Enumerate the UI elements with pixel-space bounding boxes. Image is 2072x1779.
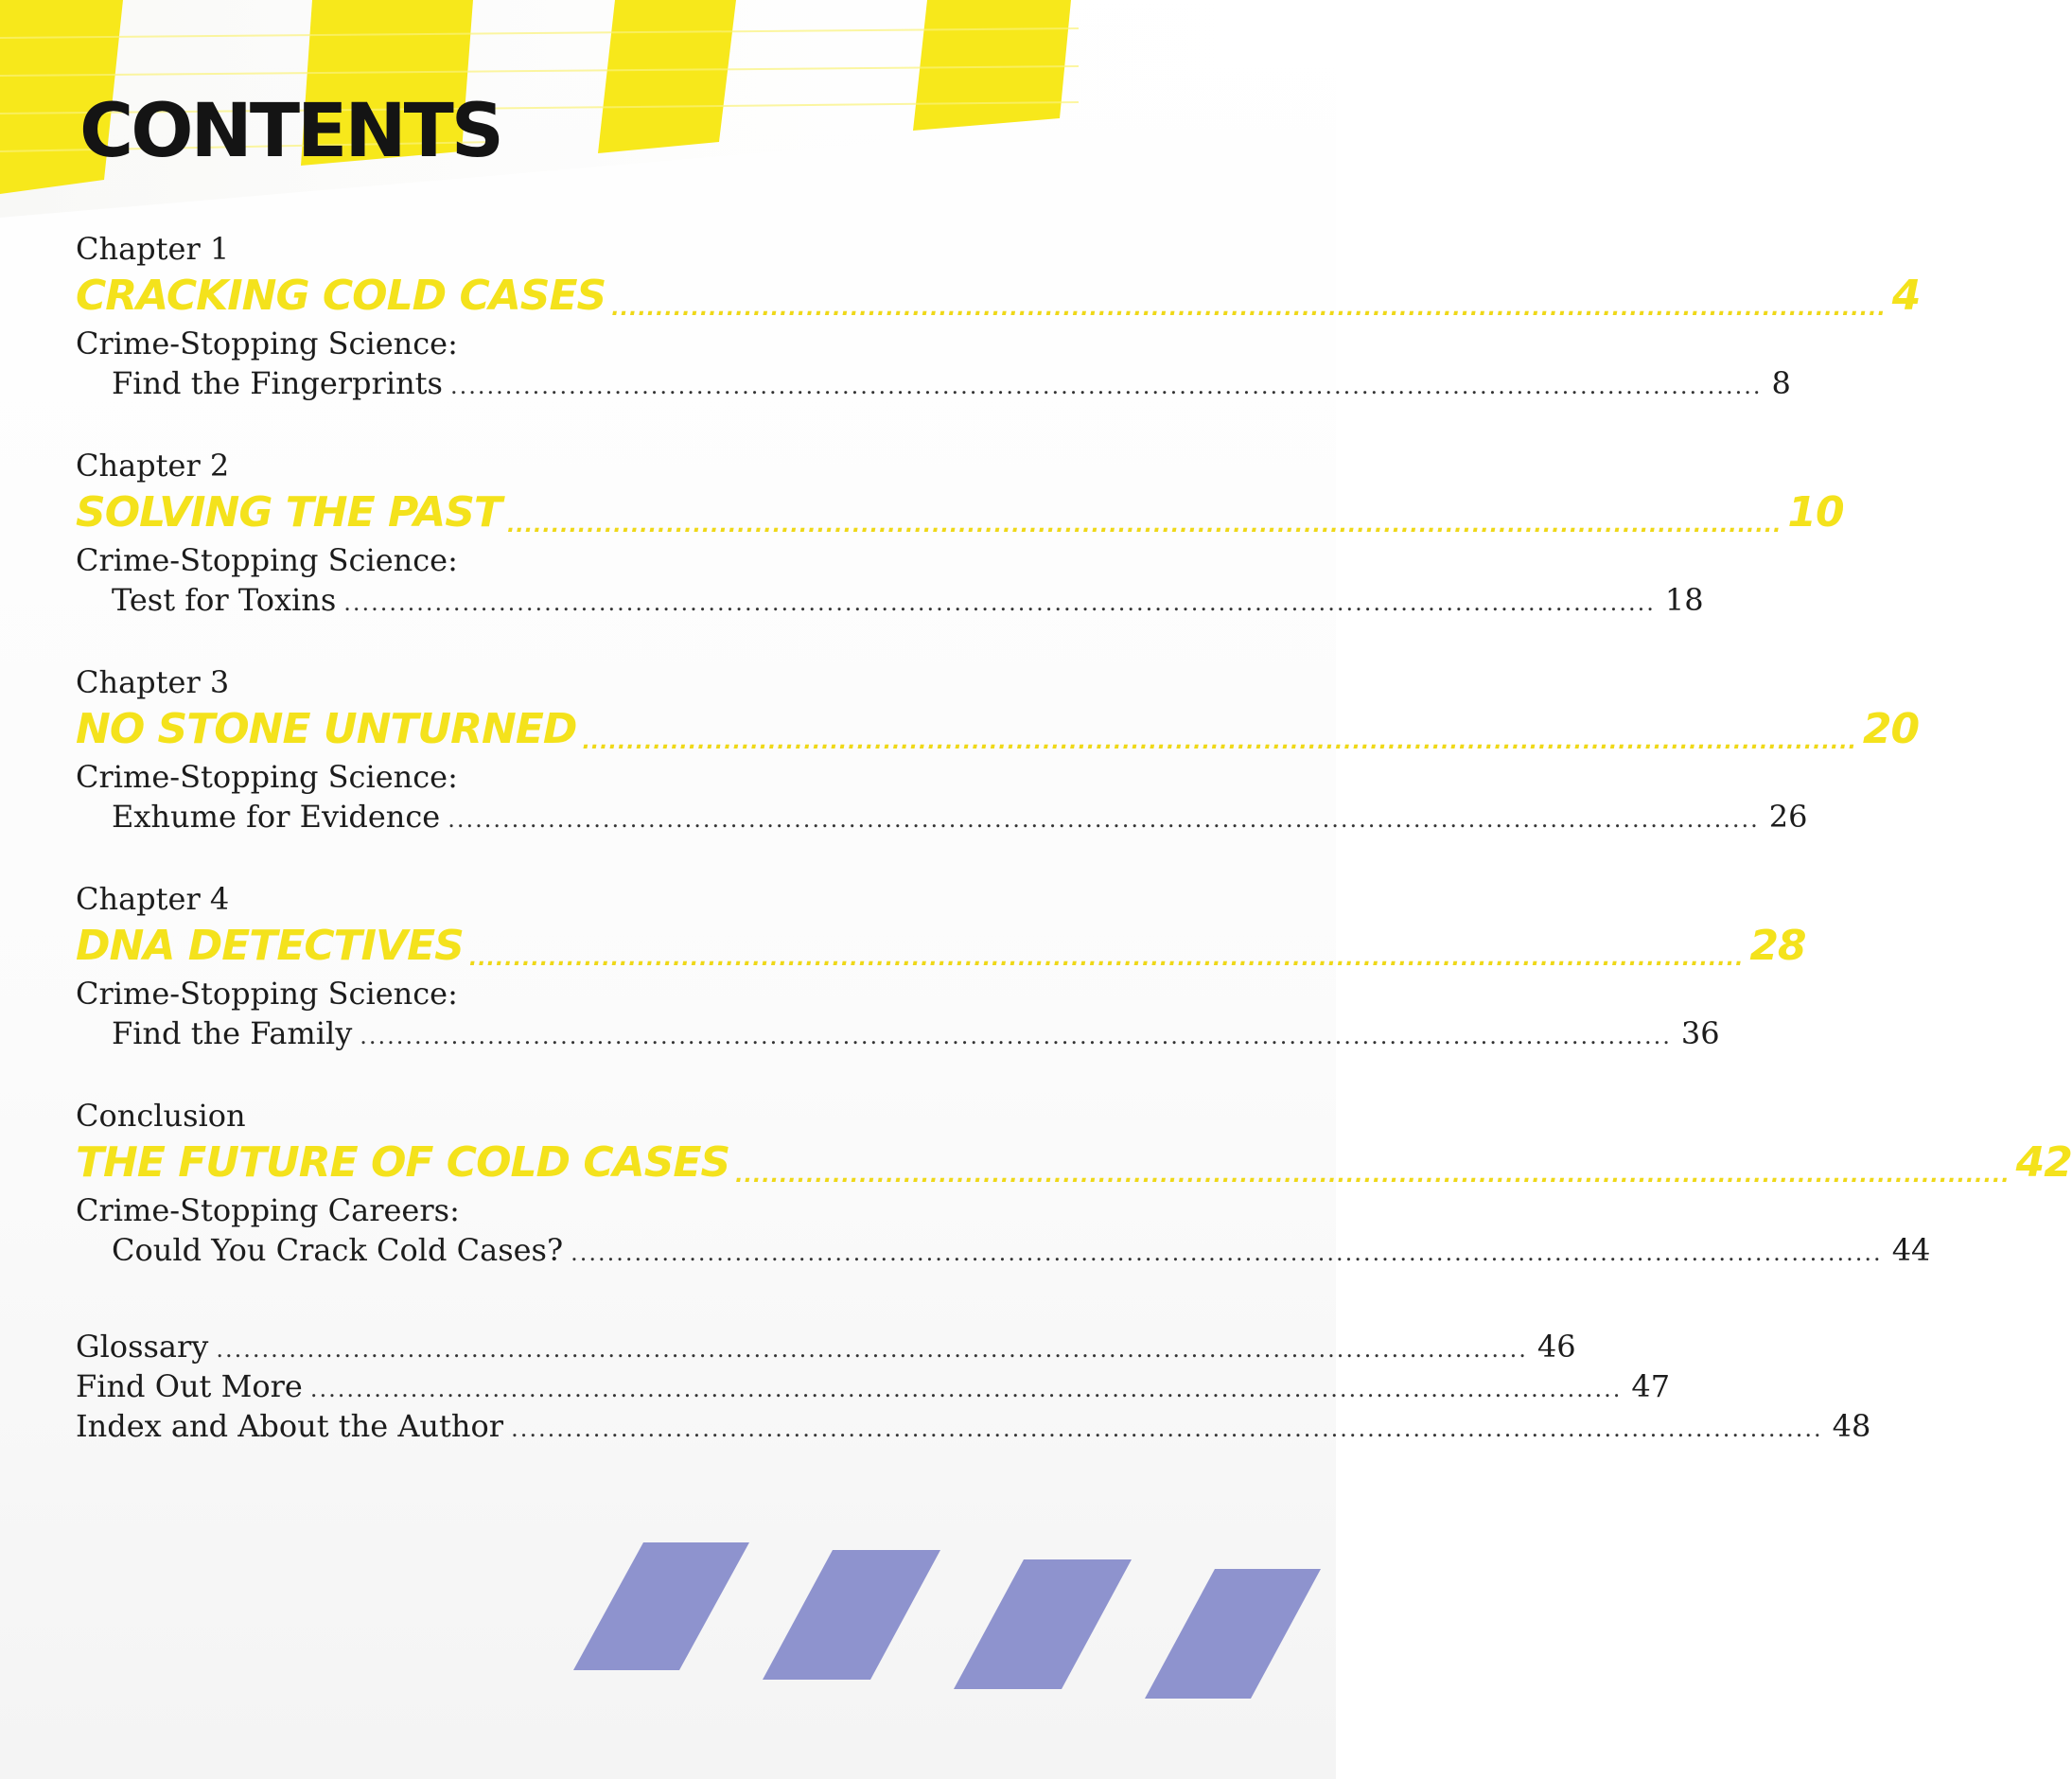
feature-title: Find the Fingerprints (112, 365, 443, 401)
dot-leader: ................................................................................................................................................ (448, 806, 1760, 833)
dot-leader: ................................................................................................................................................ (506, 514, 1782, 537)
back-matter-page-number: 46 (1536, 1329, 1576, 1365)
chapter-label: Chapter 1 (76, 231, 230, 267)
feature-title: Exhume for Evidence (112, 799, 441, 835)
feature-label: Crime-Stopping Careers: (76, 1192, 460, 1228)
chapter-label: Chapter 4 (76, 881, 230, 917)
conclusion-page-number: 42 (2015, 1138, 2072, 1187)
blue-stripe (954, 1559, 1132, 1689)
feature-page-number: 44 (1891, 1232, 1931, 1268)
back-matter-title: Find Out More (76, 1368, 303, 1404)
chapter-page-number: 20 (1862, 705, 1920, 753)
dot-leader: ................................................................................................................................................ (468, 947, 1745, 971)
dot-leader: ................................................................................................................................................ (611, 297, 1887, 321)
chapter-heading: CRACKING COLD CASES (76, 272, 606, 320)
back-matter-page-number: 48 (1832, 1408, 1871, 1444)
conclusion-heading: THE FUTURE OF COLD CASES (76, 1138, 730, 1187)
feature-title: Find the Family (112, 1015, 353, 1051)
page-title: CONTENTS (79, 89, 501, 174)
feature-page-number: 26 (1768, 799, 1808, 835)
feature-title: Test for Toxins (112, 582, 337, 618)
dot-leader: ................................................................................................................................................ (571, 1240, 1883, 1266)
blue-stripe (763, 1550, 940, 1680)
back-matter-title: Index and About the Author (76, 1408, 504, 1444)
dot-leader: ................................................................................................................................................ (449, 373, 1763, 399)
chapter-page-number: 4 (1891, 272, 1921, 320)
conclusion-label: Conclusion (76, 1098, 246, 1134)
back-matter-title: Glossary (76, 1329, 209, 1365)
feature-label: Crime-Stopping Science: (76, 759, 458, 795)
chapter-heading: SOLVING THE PAST (76, 488, 501, 537)
dot-leader: ................................................................................................................................................ (343, 590, 1656, 616)
chapter-heading: NO STONE UNTURNED (76, 705, 577, 753)
chapter-page-number: 28 (1749, 922, 1806, 970)
blue-stripe (573, 1542, 749, 1670)
dot-leader: ................................................................................................................................................ (582, 731, 1857, 754)
feature-page-number: 36 (1680, 1015, 1720, 1051)
dot-leader: ................................................................................................................................................ (735, 1164, 2011, 1188)
chapter-label: Chapter 2 (76, 448, 230, 484)
feature-page-number: 18 (1664, 582, 1704, 618)
dot-leader: ................................................................................................................................................ (360, 1023, 1672, 1049)
dot-leader: ................................................................................................................................................ (309, 1376, 1623, 1402)
feature-title: Could You Crack Cold Cases? (112, 1232, 564, 1268)
feature-label: Crime-Stopping Science: (76, 976, 458, 1012)
chapter-heading: DNA DETECTIVES (76, 922, 464, 970)
chapter-label: Chapter 3 (76, 664, 230, 700)
feature-label: Crime-Stopping Science: (76, 542, 458, 578)
dot-leader: ................................................................................................................................................ (216, 1336, 1528, 1363)
feature-label: Crime-Stopping Science: (76, 326, 458, 361)
chapter-page-number: 10 (1787, 488, 1844, 537)
feature-page-number: 8 (1771, 365, 1791, 401)
dot-leader: ................................................................................................................................................ (511, 1416, 1823, 1442)
blue-stripe (1145, 1569, 1321, 1699)
back-matter-page-number: 47 (1631, 1368, 1671, 1404)
